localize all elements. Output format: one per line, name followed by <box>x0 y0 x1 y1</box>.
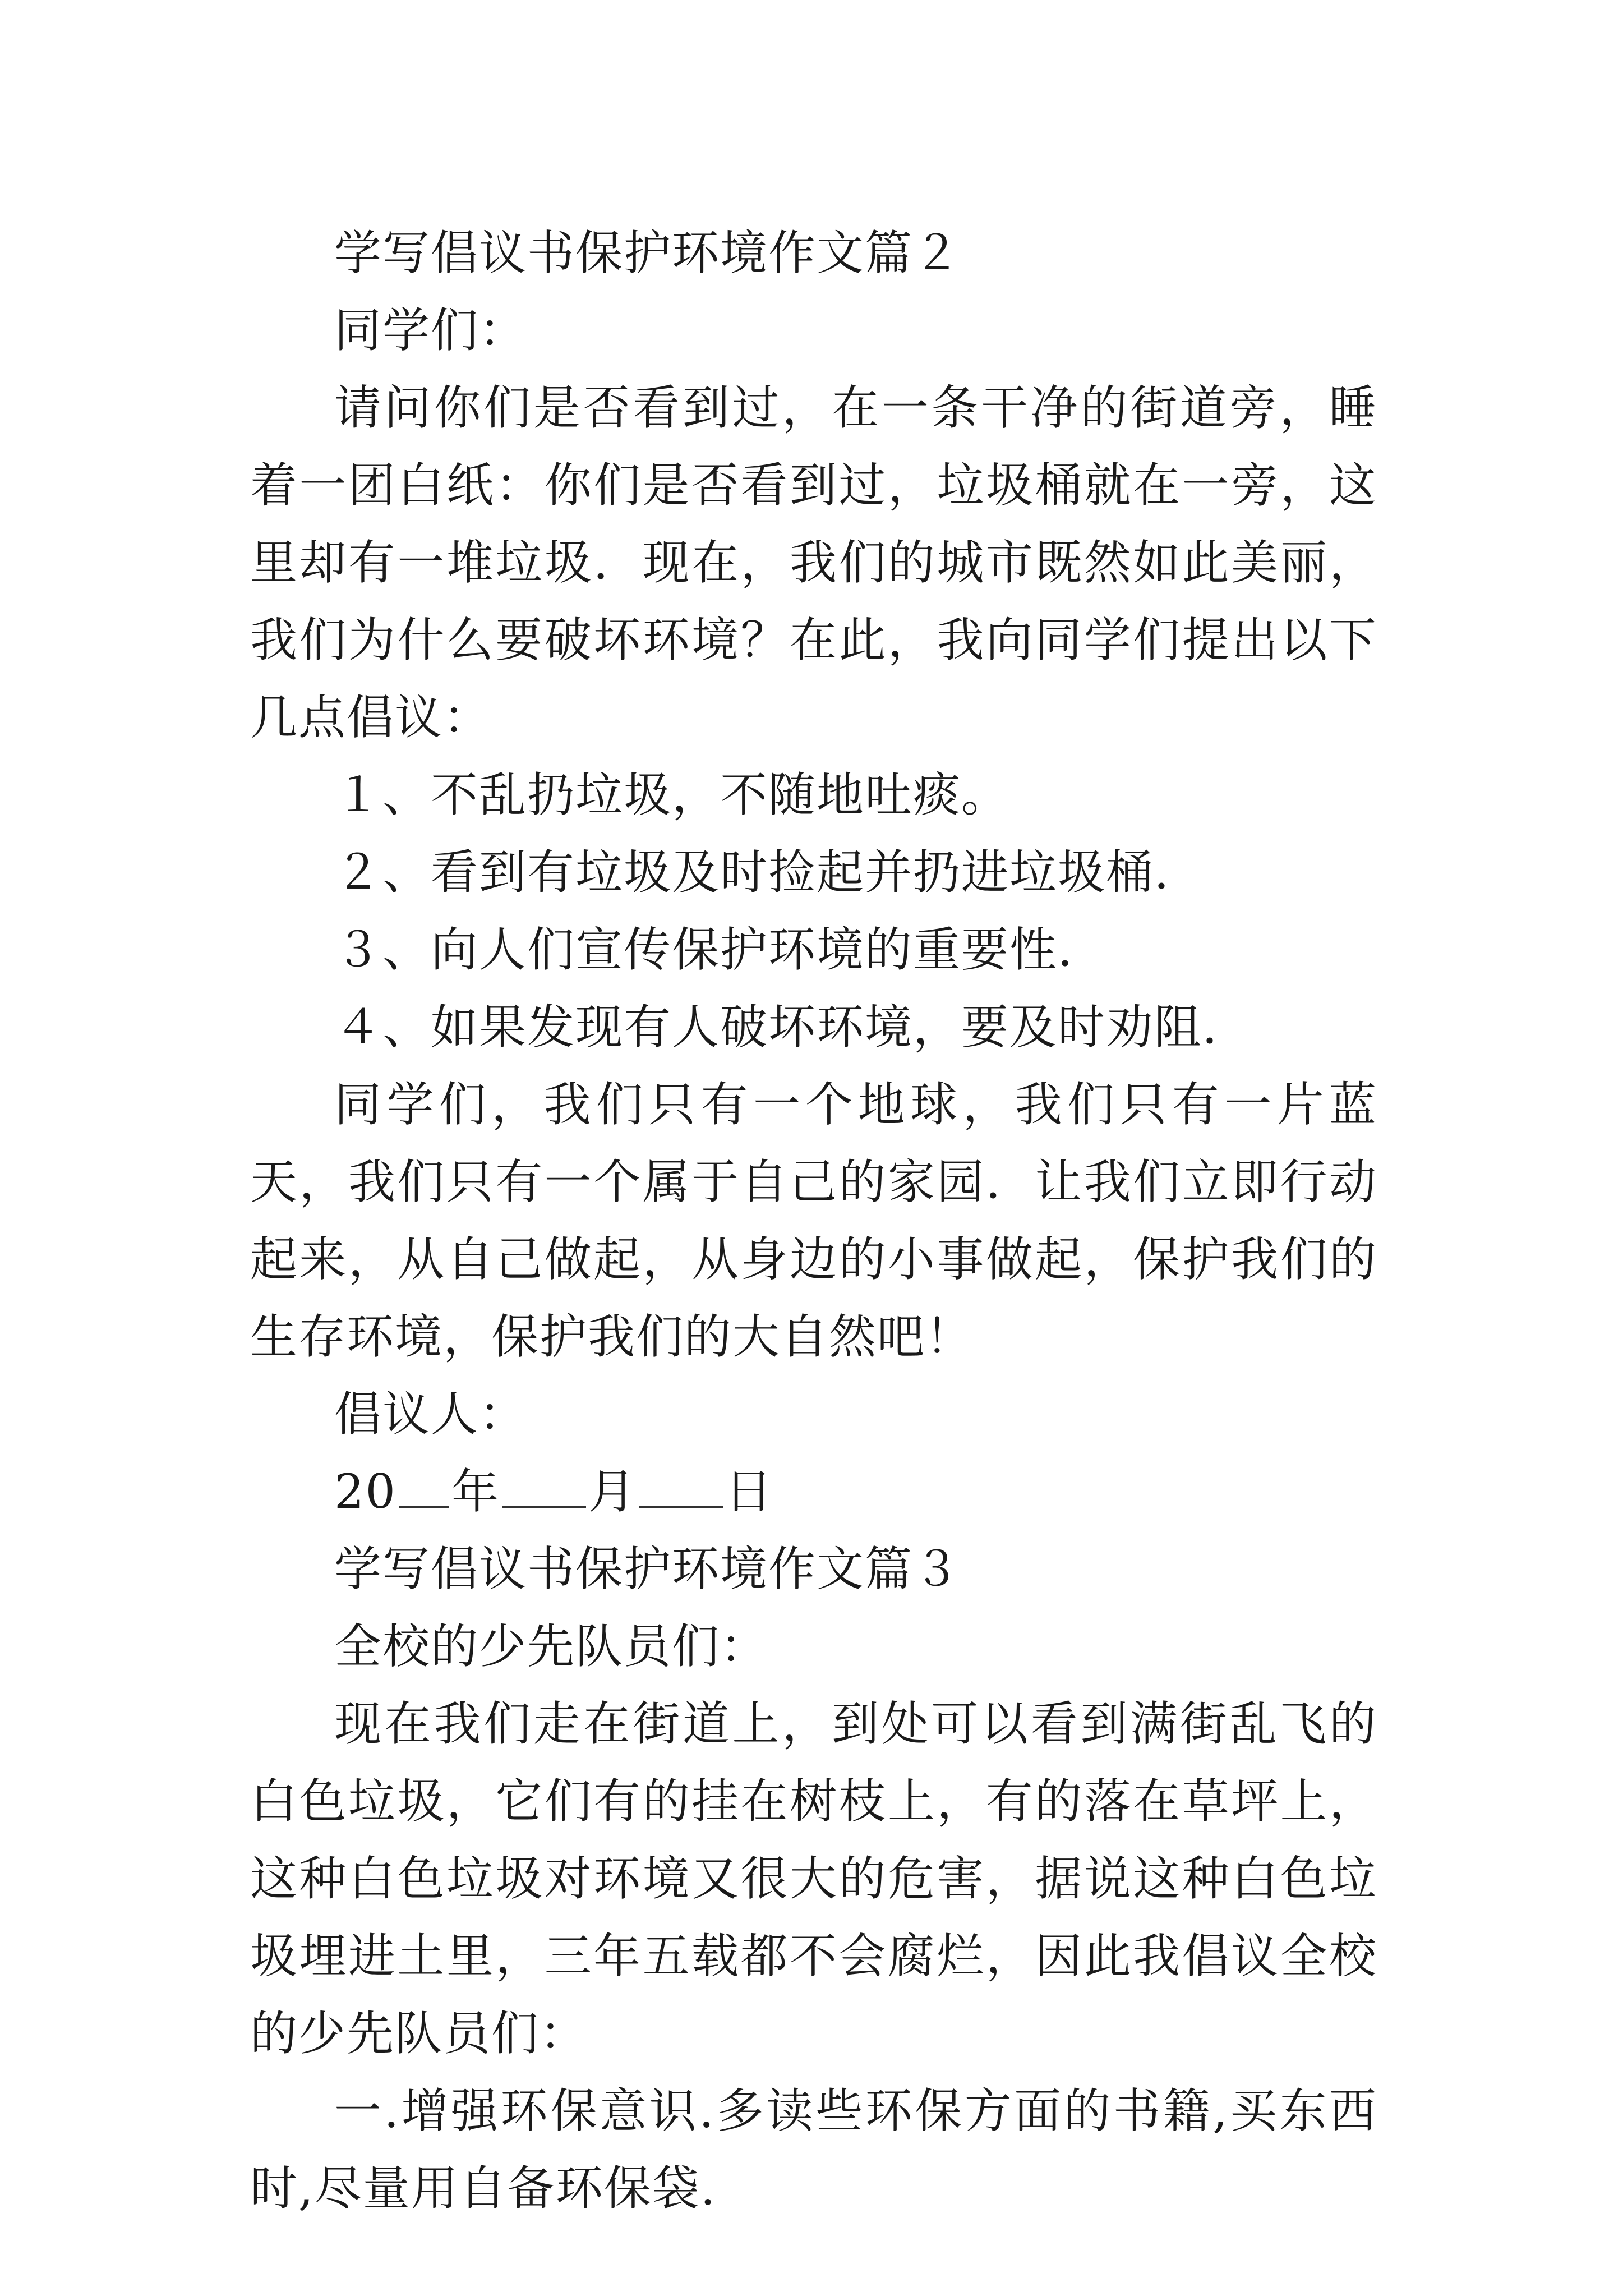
salutation-classmates: 同学们： <box>334 303 528 358</box>
intro-paragraph: 请问你们是否看到过，在一条干净的街道旁，睡着一团白纸：你们是否看到过，垃圾桶就在一旁，这里却有一堆垃圾．现在，我们的城市既然如此美丽，我们为什么要破坏环境？在此，我向同学们提出以下几点倡议： <box>250 380 1377 745</box>
white-pollution-paragraph: 现在我们走在街道上，到处可以看到满街乱飞的白色垃圾，它们有的挂在树枝上，有的落在草坪上，这种白色垃圾对环境又很大的危害，据说这种白色垃圾埋进土里，三年五载都不会腐烂，因此我倡议全校的少先队员们： <box>250 1696 1377 2061</box>
date-line <box>250 1453 1377 1530</box>
date-month-label: 月 <box>588 1464 637 1519</box>
proposer-label: 倡议人： <box>334 1387 528 1442</box>
proposal-item-2: ２、看到有垃圾及时捡起并扔进垃圾桶． <box>334 845 1203 900</box>
day-blank <box>639 1454 723 1508</box>
closing-paragraph: 同学们，我们只有一个地球，我们只有一片蓝天，我们只有一个属于自己的家园．让我们立即行动起来，从自己做起，从身边的小事做起，保护我们的生存环境，保护我们的大自然吧！ <box>250 1077 1377 1364</box>
date-year-label: 年 <box>451 1464 500 1519</box>
proposal-point-one: 一.增强环保意识.多读些环保方面的书籍,买东西时,尽量用自备环保袋. <box>250 2083 1377 2216</box>
date-day-label: 日 <box>725 1464 773 1519</box>
proposal-item-1: １、不乱扔垃圾，不随地吐痰。 <box>334 767 1010 822</box>
section-title-2: 学写倡议书保护环境作文篇２ <box>334 226 962 280</box>
salutation-pioneers: 全校的少先队员们： <box>334 1619 769 1674</box>
proposal-item-3: ３、向人们宣传保护环境的重要性． <box>334 922 1106 977</box>
year-blank <box>399 1454 449 1508</box>
month-blank <box>502 1454 586 1508</box>
document-body <box>250 214 1377 2227</box>
section-title-3: 学写倡议书保护环境作文篇３ <box>334 1542 962 1596</box>
date-year-prefix: 20 <box>334 1464 396 1519</box>
proposal-item-4: ４、如果发现有人破坏环境，要及时劝阻． <box>334 1000 1251 1055</box>
